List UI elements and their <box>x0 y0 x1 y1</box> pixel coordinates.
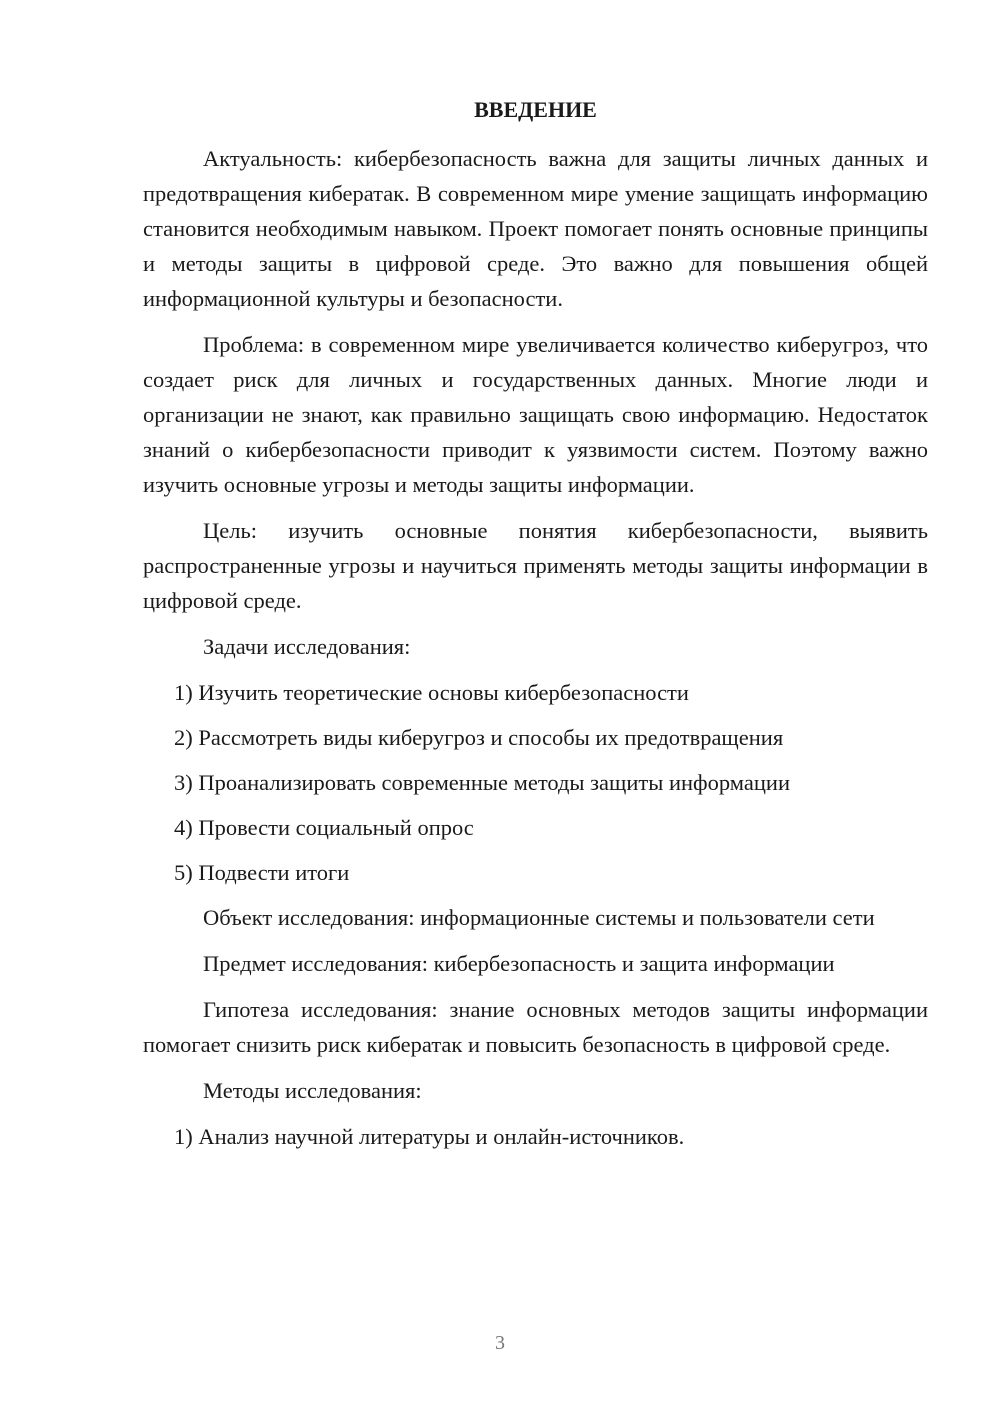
subject-paragraph: Предмет исследования: кибербезопасность и защита информации <box>203 951 835 976</box>
task-item-3: 3) Проанализировать современные методы защиты информации <box>174 770 790 795</box>
relevance-paragraph: Актуальность: кибербезопасность важна для защиты личных данных и предотвращения кибератак. В современном мире умение защищать информацию становится необходимым навыком. Проект помогает понять основные принципы и методы защиты в цифровой среде. Это важно для повышения общей информационной культуры и безопасности. <box>143 146 928 311</box>
section-heading: ВВЕДЕНИЕ <box>474 97 597 122</box>
goal-paragraph: Цель: изучить основные понятия кибербезопасности, выявить распространенные угрозы и научиться применять методы защиты информации в цифровой среде. <box>143 518 928 613</box>
object-paragraph: Объект исследования: информационные системы и пользователи сети <box>203 905 875 930</box>
task-item-1: 1) Изучить теоретические основы кибербезопасности <box>174 680 689 705</box>
method-item-1: 1) Анализ научной литературы и онлайн-источников. <box>174 1124 685 1149</box>
task-item-4: 4) Провести социальный опрос <box>174 815 474 840</box>
tasks-label: Задачи исследования: <box>203 634 411 659</box>
document-page <box>143 92 928 1164</box>
task-item-5: 5) Подвести итоги <box>174 860 350 885</box>
problem-paragraph: Проблема: в современном мире увеличивается количество киберугроз, что создает риск для личных и государственных данных. Многие люди и организации не знают, как правильно защищать свою информацию. Недостаток знаний о кибербезопасности приводит к уязвимости систем. Поэтому важно изучить основные угрозы и методы защиты информации. <box>143 332 928 497</box>
task-item-2: 2) Рассмотреть виды киберугроз и способы их предотвращения <box>174 725 784 750</box>
hypothesis-paragraph: Гипотеза исследования: знание основных методов защиты информации помогает снизить риск кибератак и повысить безопасность в цифровой среде. <box>143 997 928 1057</box>
methods-label: Методы исследования: <box>203 1078 422 1103</box>
page-number: 3 <box>495 1332 505 1354</box>
